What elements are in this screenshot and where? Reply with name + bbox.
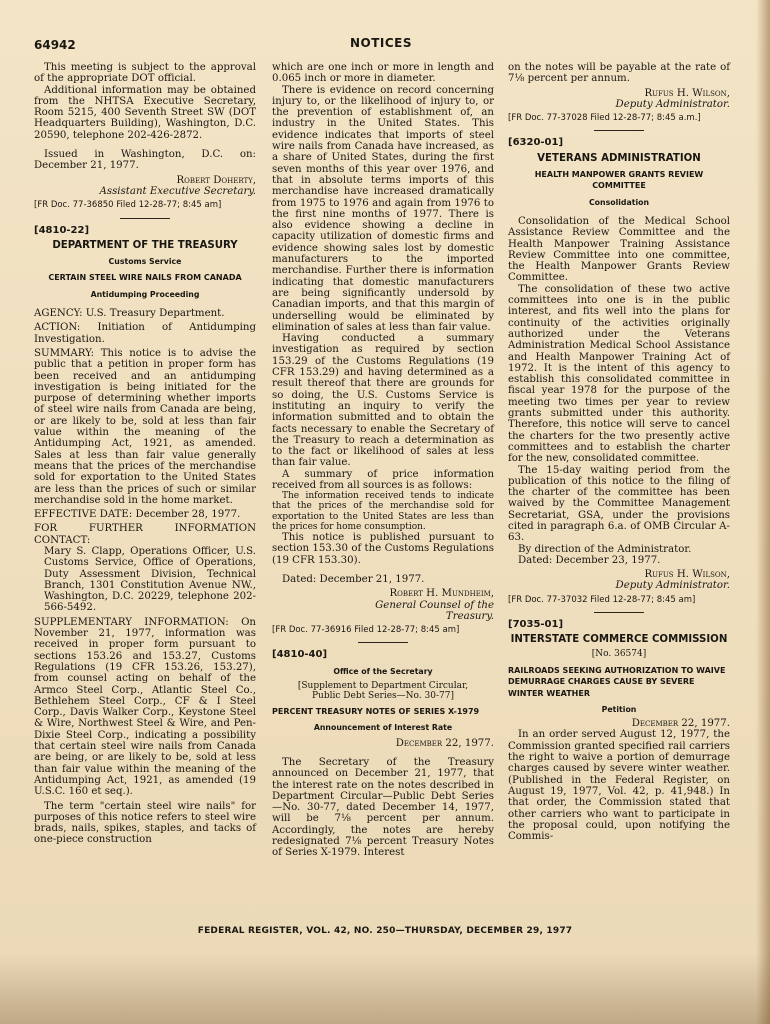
page-header [34,36,728,54]
sub-subject: Consolidation [588,197,650,207]
fr-doc-line: [FR Doc. 77-37032 Filed 12-28-77; 8:45 am] [508,594,696,605]
price-note: The information received tends to indicate that the prices of the merchandise sold for exportation to the United States are less than the prices for home consumption. [272,491,494,532]
paragraph: which are one inch or more in length and 0.065 inch or more in diameter. [272,62,494,85]
column-2 [272,62,494,859]
column-3 [508,62,730,842]
divider [594,130,644,131]
paragraph: Having conducted a summary investigation as required by section 153.29 of the Customs Regulations (19 CFR 153.29) and having determined as a result thereof that there are grounds for so doing, the U.S. Customs Service is instituting an inquiry to verify the information submitted and to obtain the facts necessary to enable the Secretary of the Treasury to reach a determination as to the fact or likelihood of sales at less than fair value. [272,333,494,469]
page-number: 64942 [34,38,76,52]
signer-title: Treasury. [445,610,494,622]
page-bottom-shadow [0,954,770,1024]
agency-heading: VETERANS ADMINISTRATION [537,152,701,164]
signature [508,88,730,111]
paragraph: This notice is published pursuant to section 153.30 of the Customs Regulations (19 CFR 153.30). [272,532,494,566]
signature [272,588,494,622]
date-line: December 22, 1977. [631,718,730,730]
signer-name: Robert H. Mundheim, [389,588,494,600]
effective-date: EFFECTIVE DATE: December 28, 1977. [34,509,241,521]
paragraph: By direction of the Administrator. [518,543,692,555]
signer-title: General Counsel of the [375,599,494,611]
divider [120,218,170,219]
divider [358,642,408,643]
paragraph: The consolidation of these two active committees into one is in the public interest, and fits well into the plans for continuity of the activities originally authorized under the Veterans Administration Medical School Assistance and Health Manpower Training Act of 1972. It is the intent of this agency to establish this consolidated committee in fiscal year 1978 for the purpose of the meeting two times per year to review grants submitted under this authority. Therefore, this notice will serve to cancel the charters for the two presently active committees and to establish the charter for the new, consolidated committee. [508,283,730,465]
sub-subject: Antidumping Proceeding [90,289,200,299]
office-heading: Office of the Secretary [333,666,433,676]
signer-title: Assistant Executive Secretary. [99,185,256,197]
paragraph: The Secretary of the Treasury announced on December 21, 1977, that the interest rate on the notes described in Department Circular—Public Debt Series—No. 30-77, dated December 14, 1977, will be 7⅛ percent per annum. Accordingly, the notes are hereby redesignated 7⅛ percent Treasury Notes of Series X-1979. Interest [272,756,494,859]
contact-info: Mary S. Clapp, Operations Officer, U.S. Customs Service, Office of Operations, Duty Assessment Division, Technical Branch, 1301 Constitution Avenue NW., Washington, D.C. 20229, telephone 202-566-5492. [44,545,256,614]
paragraph: on the notes will be payable at the rate of 7⅛ percent per annum. [508,62,730,85]
column-1 [34,62,256,846]
date-line: December 22, 1977. [395,737,494,749]
doc-id: [4810-22] [34,224,90,236]
page-edge-shadow [756,0,770,1024]
subject-heading: PERCENT TREASURY NOTES OF SERIES X-1979 [272,707,480,717]
signer-name: Rufus H. Wilson, [644,87,730,99]
fr-doc-line: [FR Doc. 77-36916 Filed 12-28-77; 8:45 am] [272,625,460,636]
agency-heading: INTERSTATE COMMERCE COMMISSION [510,634,728,646]
agency-heading: DEPARTMENT OF THE TREASURY [52,239,238,251]
signature [34,175,256,198]
doc-id: [6320-01] [508,137,564,149]
supplement-line-1: [Supplement to Department Circular, [297,681,469,692]
signature [508,569,730,592]
fr-doc-line: [FR Doc. 77-37028 Filed 12-28-77; 8:45 a.m.] [508,113,701,124]
paragraph: Issued in Washington, D.C. on: December 21, 1977. [34,149,256,172]
paragraph: Additional information may be obtained from the NHTSA Executive Secretary, Room 5215, 400 Seventh Street SW (DOT Headquarters Building), Washington, D.C. 20590, telephone 202-426-2872. [34,84,256,141]
sub-subject: Petition [601,704,637,714]
summary: SUMMARY: This notice is to advise the public that a petition in proper form has been received and an antidumping investigation is being initiated for the purpose of determining whether imports of steel wire nails from Canada are being, or are likely to be, sold at less than fair value within the meaning of the Antidumping Act, 1921, as amended. Sales at less than fair value generally means that the prices of the merchandise sold for exportation to the United States are less than the prices of such or similar merchandise sold in the home market. [34,347,256,506]
dated-line: Dated: December 23, 1977. [518,554,661,566]
agency-line: AGENCY: U.S. Treasury Department. [34,308,225,320]
supplement-line-2: Public Debt Series—No. 30-77] [312,691,454,702]
paragraph: The 15-day waiting period from the publication of this notice to the filing of the charter of the committee has been waived by the Committee Management Secretariat, GSA, under the provisions cited in paragraph 6.a. of OMB Circular A-63. [508,464,730,544]
section-title: NOTICES [349,36,413,50]
contact-heading: FOR FURTHER INFORMATION CONTACT: [34,523,256,546]
sub-agency: Customs Service [108,257,182,267]
paragraph: The term "certain steel wire nails" for purposes of this notice refers to steel wire brads, nails, spikes, staples, and tacks of one-piece construction [34,800,256,846]
action-line: ACTION: Initiation of Antidumping Investigation. [34,322,256,345]
paragraph: In an order served August 12, 1977, the Commission granted specified rail carriers the right to waive a portion of demurrage charges caused by severe winter weather. (Published in the Federal Register, on August 19, 1977, Vol. 42, p. 41,948.) In that order, the Commission stated that other carriers who want to participate in the proposal could, upon notifying the Commis- [508,729,730,843]
subject-heading: CERTAIN STEEL WIRE NAILS FROM CANADA [48,273,242,283]
doc-id: [4810-40] [272,649,328,661]
signer-title: Deputy Administrator. [615,98,730,110]
signer-name: Robert Doherty, [176,174,256,186]
paragraph: This meeting is subject to the approval of the appropriate DOT official. [34,62,256,85]
subject-heading: RAILROADS SEEKING AUTHORIZATION TO WAIVE DEMURRAGE CHARGES CAUSE BY SEVERE WINTER WEATHER [508,665,726,698]
dated-line: Dated: December 21, 1977. [282,573,425,585]
divider [594,612,644,613]
page-footer: FEDERAL REGISTER, VOL. 42, NO. 250—THURSDAY, DECEMBER 29, 1977 [197,926,573,936]
supplementary-info: SUPPLEMENTARY INFORMATION: On November 21, 1977, information was received in proper form pursuant to sections 153.26 and 153.27, Customs Regulations (19 CFR 153.26, 153.27), from counsel acting on behalf of the Armco Steel Corp., Atlantic Steel Co., Bethlehem Steel Corp., CF & I Steel Corp., Davis Walker Corp., Keystone Steel & Wire, Northwest Steel & Wire, and Pen-Dixie Steel Corp., indicating a possibility that certain steel wire nails from Canada are being, or are likely to be, sold at less than fair value within the meaning of the Antidumping Act, 1921, as amended (19 U.S.C. 160 et seq.). [34,616,256,798]
sub-subject: Announcement of Interest Rate [313,723,453,733]
paragraph: There is evidence on record concerning injury to, or the likelihood of injury to, or the prevention of establishment of, an industry in the United States. This evidence indicates that imports of steel wire nails from Canada have increased, as a share of United States, during the first seven months of this year over 1976, and that in absolute terms imports of this merchandise have increased dramatically from 1975 to 1976 and again from 1976 to the first nine months of 1977. There is also evidence showing a decline in capacity utilization of domestic firms and evidence showing sales lost by domestic manufacturers to the imported merchandise. Further there is information indicating that domestic manufacturers are being significantly undersold by Canadian imports, and that this margin of underselling would be eliminated by elimination of sales at less than fair value. [272,84,494,333]
signer-title: Deputy Administrator. [615,580,730,592]
doc-id: [7035-01] [508,619,564,631]
subject-heading: HEALTH MANPOWER GRANTS REVIEW COMMITTEE [534,170,704,191]
docket-number: [No. 36574] [591,648,647,659]
paragraph: A summary of price information received from all sources is as follows: [272,468,494,491]
signer-name: Rufus H. Wilson, [644,569,730,581]
fr-doc-line: [FR Doc. 77-36850 Filed 12-28-77; 8:45 am] [34,200,222,211]
paragraph: Consolidation of the Medical School Assistance Review Committee and the Health Manpower Training Assistance Review Committee into one committee, the Health Manpower Grants Review Committee. [508,215,730,284]
